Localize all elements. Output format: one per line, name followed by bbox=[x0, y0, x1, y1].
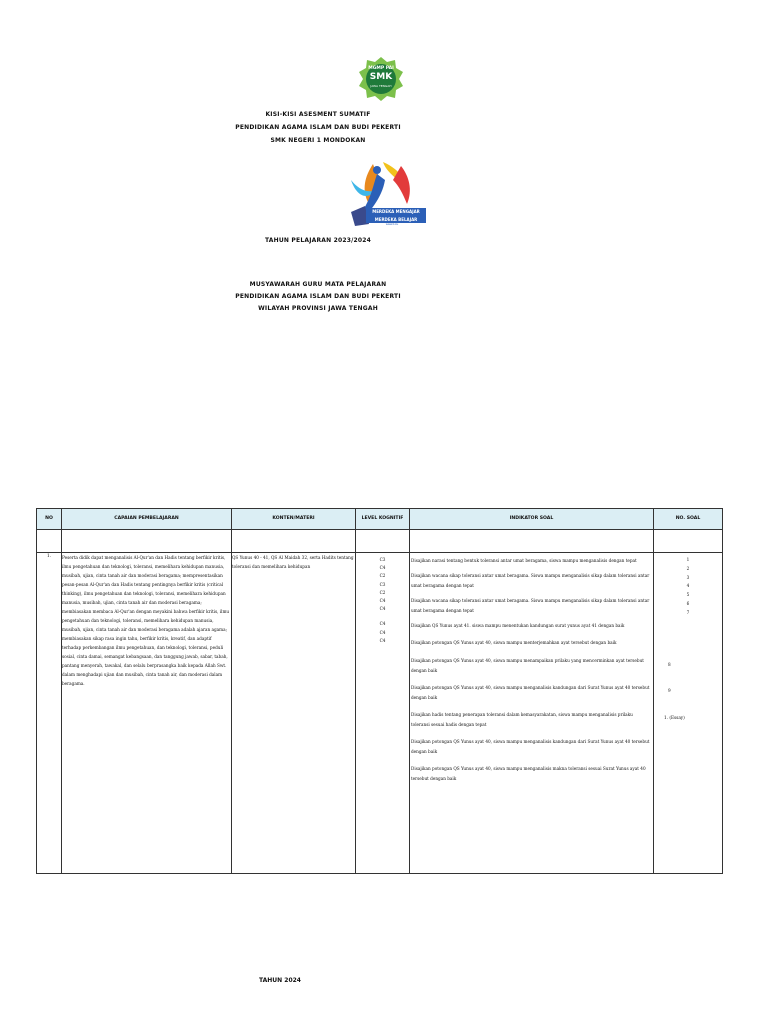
level-item: C4 bbox=[379, 606, 386, 612]
indikator-item: Disajikan potongan QS Yunus ayat 40, siswa mampu menganalisis makna toleransi sesuai Surat Yunus ayat 40 tersebut dengan baik bbox=[411, 766, 646, 782]
indikator-item: Disajikan potongan QS Yunus ayat 40, siswa mampu menganalisis kandungan dari Surat Yunus ayat 40 tersebut dengan baik bbox=[411, 684, 650, 700]
merdeka-text-2: MERDEKA BELAJAR bbox=[366, 216, 426, 223]
level-item: C4 bbox=[379, 621, 386, 627]
no-soal-item: 6 bbox=[686, 601, 690, 607]
header-title: KISI-KISI ASESMENT SUMATIF bbox=[265, 111, 371, 118]
no-soal-item: 9 bbox=[668, 688, 671, 694]
level-item: C2 bbox=[379, 589, 386, 595]
row-konten: QS Yunus 40 - 41, QS Al Maidah 32, serta Hadits tentang toleransi dan memelihara kehidupan bbox=[232, 553, 356, 874]
level-item: C4 bbox=[379, 597, 386, 603]
level-item: C2 bbox=[379, 573, 386, 579]
footer-year: TAHUN 2024 bbox=[259, 977, 301, 984]
mgmp-pai-smk-logo bbox=[355, 56, 407, 102]
no-soal-item: 5 bbox=[686, 592, 690, 598]
indikator-item: Disajikan QS Yunus ayat 41. siswa mampu menentukan kandungan surat yunus ayat 41 dengan baik bbox=[411, 623, 625, 629]
table-row bbox=[37, 553, 723, 874]
indikator-item: Disajikan potongan QS Yunus ayat 40, siswa mampu menterjemahkan ayat tersebut dengan baik bbox=[411, 640, 617, 646]
row-capaian: Peserta didik dapat menganalisis Al-Qur'an dan Hadis tentang berfikir kritis, ilmu pengetahuan dan teknologi, toleransi, memelihara kehidupan manusia, musibah, ujian, cinta tanah air dan moderasi beragama; mempresentasikan pesan-pesan Al-Qur'an dan Hadis tentang pentingnya berfikir kritis (critical thinking), ilmu pengetahuan dan teknologi, toleransi, memelihara kehidupan manusia, musibah, ujian, cinta tanah air dan moderasi beragama; membiasakan membaca Al-Qur'an dengan meyakini bahwa berfikir kritis, ilmu pengetahuan dan teknologi, toleransi, memelihara kehidupan manusia, musibah, ujian, cinta tanah air dan moderasi beragama adalah ajaran agama; membiasakan sikap rasa ingin tahu, berfikir kritis, kreatif, dan adaptif terhadap perkembangan ilmu pengetahuan, dan teknologi, toleransi, peduli sosial, cinta damai, semangat kebangsaan, dan tanggung jawab, sabar, tabah, pantang menyerah, tawakal, dan selalu berprasangka baik kepada Allah Swt. dalam menghadapi ujian dan musibah, cinta tanah air, dan moderasi dalam beragama. bbox=[62, 553, 232, 874]
level-item: C3 bbox=[379, 581, 386, 587]
merdeka-text-1: MERDEKA MENGAJAR bbox=[366, 208, 426, 216]
row-indikator-cell bbox=[410, 553, 654, 874]
kisi-kisi-table bbox=[36, 508, 723, 874]
row-no-soal-cell bbox=[654, 553, 723, 874]
indikator-item: Disajikan narasi tentang bentuk toleransi antar umat beragama, siswa mampu menganalisis dengan tepat bbox=[411, 558, 637, 563]
organizer-line3: WILAYAH PROVINSI JAWA TENGAH bbox=[258, 305, 378, 312]
header-indikator: INDIKATOR SOAL bbox=[410, 509, 654, 530]
table-spacer-row bbox=[37, 530, 723, 553]
header-no: NO bbox=[37, 509, 62, 530]
academic-year: TAHUN PELAJARAN 2023/2024 bbox=[264, 237, 372, 244]
indikator-item: Disajikan potongan QS Yunus ayat 40, siswa mampu menganalisis kandungan dari Surat Yunus ayat 40 tersebut dengan baik bbox=[411, 739, 650, 755]
no-soal-item: 7 bbox=[686, 609, 690, 615]
level-item: C3 bbox=[379, 557, 386, 562]
level-item: C4 bbox=[379, 637, 386, 643]
table-header-row bbox=[37, 509, 723, 530]
no-soal-item: 8 bbox=[668, 661, 671, 667]
header-no-soal: NO. SOAL bbox=[654, 509, 723, 530]
row-no: 1. bbox=[37, 553, 62, 874]
badge-line3: JAWA TENGAH bbox=[370, 84, 392, 88]
header-capaian: CAPAIAN PEMBELAJARAN bbox=[62, 509, 232, 530]
no-soal-item: 1 bbox=[686, 557, 690, 562]
header-level: LEVEL KOGNITIF bbox=[356, 509, 410, 530]
indikator-item: Disajikan wacana sikap toleransi antar umat beragama. Siswa mampu menganalisis sikap dalam toleransi antar umat beragama dengan tepat bbox=[411, 573, 650, 589]
level-item: C4 bbox=[379, 629, 386, 635]
header-school: SMK NEGERI 1 MONDOKAN bbox=[270, 137, 366, 144]
merdeka-mengajar-logo bbox=[343, 160, 429, 230]
indikator-item: Disajikan wacana sikap toleransi antar umat beragama. Siswa mampu menganalisis sikap dalam toleransi antar umat beragama dengan tepat bbox=[411, 598, 650, 614]
no-soal-item: 4 bbox=[686, 583, 690, 589]
header-subject: PENDIDIKAN AGAMA ISLAM DAN BUDI PEKERTI bbox=[235, 124, 401, 131]
badge-line1: MGMP PAI bbox=[368, 66, 394, 71]
row-level-cell bbox=[356, 553, 410, 874]
merdeka-text-3: www.ti.ku bbox=[385, 223, 399, 226]
badge-line2: SMK bbox=[369, 72, 393, 82]
organizer-line1: MUSYAWARAH GURU MATA PELAJARAN bbox=[249, 281, 387, 288]
no-soal-essay: 1. (Essay) bbox=[664, 714, 685, 720]
level-item: C4 bbox=[379, 565, 386, 571]
no-soal-item: 3 bbox=[686, 574, 690, 580]
indikator-item: Disajikan hadis tentang penerapan toleransi dalam kemasyarakatan, siswa mampu menganalisis prilaku toleransi sesuai hadis dengan tepat bbox=[411, 711, 633, 727]
organizer-line2: PENDIDIKAN AGAMA ISLAM DAN BUDI PEKERTI bbox=[235, 293, 401, 300]
no-soal-item: 2 bbox=[686, 565, 690, 571]
header-konten: KONTEN/MATERI bbox=[232, 509, 356, 530]
indikator-item: Disajikan potongan QS Yunus ayat 40, siswa mampu menampaikan prilaku yang mencerminkan ayat tersebut dengan baik bbox=[411, 657, 644, 673]
